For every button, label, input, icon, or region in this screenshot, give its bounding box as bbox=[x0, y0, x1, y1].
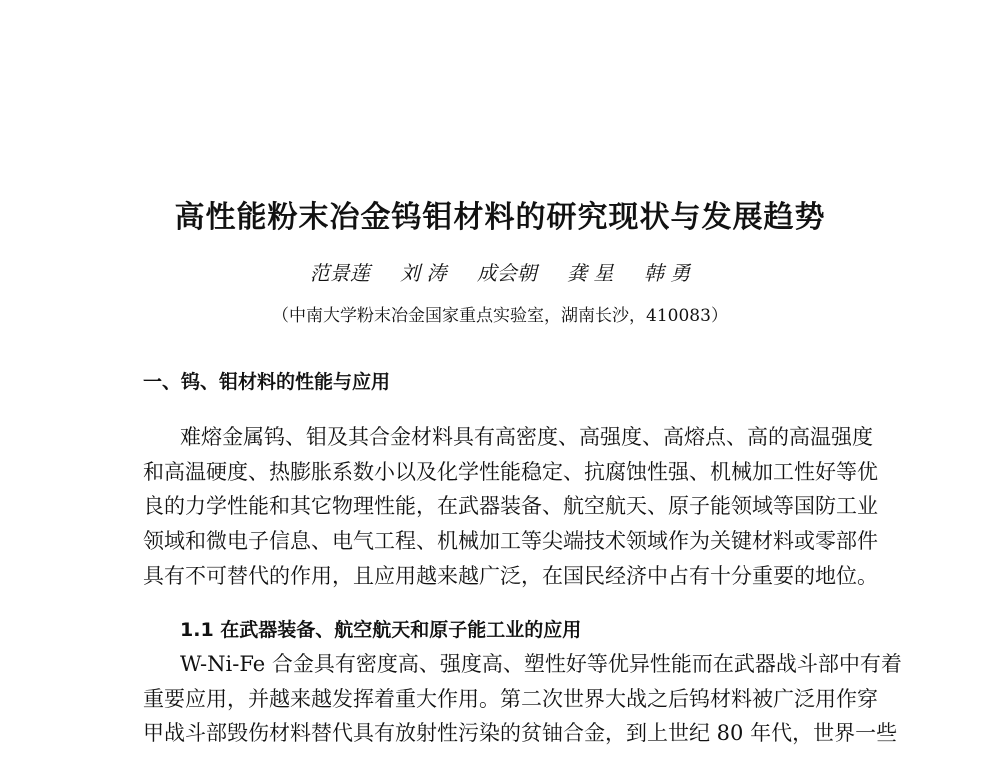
paper-title: 高性能粉末冶金钨钼材料的研究现状与发展趋势 bbox=[174, 200, 826, 235]
text-line: 甲战斗部毁伤材料替代具有放射性污染的贫铀合金，到上世纪 80 年代，世界一些 bbox=[143, 721, 898, 746]
paragraph bbox=[143, 647, 902, 751]
author: 范景莲 bbox=[309, 261, 370, 285]
text-line: 良的力学性能和其它物理性能，在武器装备、航空航天、原子能领域等国防工业 bbox=[143, 494, 878, 519]
text-line: W-Ni-Fe 合金具有密度高、强度高、塑性好等优异性能而在武器战斗部中有着 bbox=[180, 652, 902, 676]
subsection-heading: 1.1 在武器装备、航空航天和原子能工业的应用 bbox=[180, 619, 582, 641]
text-line: 具有不可替代的作用，且应用越来越广泛，在国民经济中占有十分重要的地位。 bbox=[143, 563, 878, 588]
author: 龚 星 bbox=[567, 261, 614, 285]
affiliation: （中南大学粉末冶金国家重点实验室，湖南长沙，410083） bbox=[272, 306, 728, 326]
text-line: 和高温硬度、热膨胀系数小以及化学性能稳定、抗腐蚀性强、机械加工性好等优 bbox=[143, 459, 878, 484]
author: 成会朝 bbox=[476, 261, 537, 285]
author: 刘 涛 bbox=[400, 261, 447, 285]
text-line: 难熔金属钨、钼及其合金材料具有高密度、高强度、高熔点、高的高温强度 bbox=[180, 425, 873, 449]
text-line: 重要应用，并越来越发挥着重大作用。第二次世界大战之后钨材料被广泛用作穿 bbox=[143, 686, 878, 711]
author-list bbox=[0, 257, 1000, 286]
section-heading: 一、钨、钼材料的性能与应用 bbox=[143, 371, 391, 393]
author: 韩 勇 bbox=[643, 261, 691, 285]
text-line: 领域和微电子信息、电气工程、机械加工等尖端技术领域作为关键材料或零部件 bbox=[143, 529, 878, 554]
paragraph bbox=[143, 420, 878, 593]
